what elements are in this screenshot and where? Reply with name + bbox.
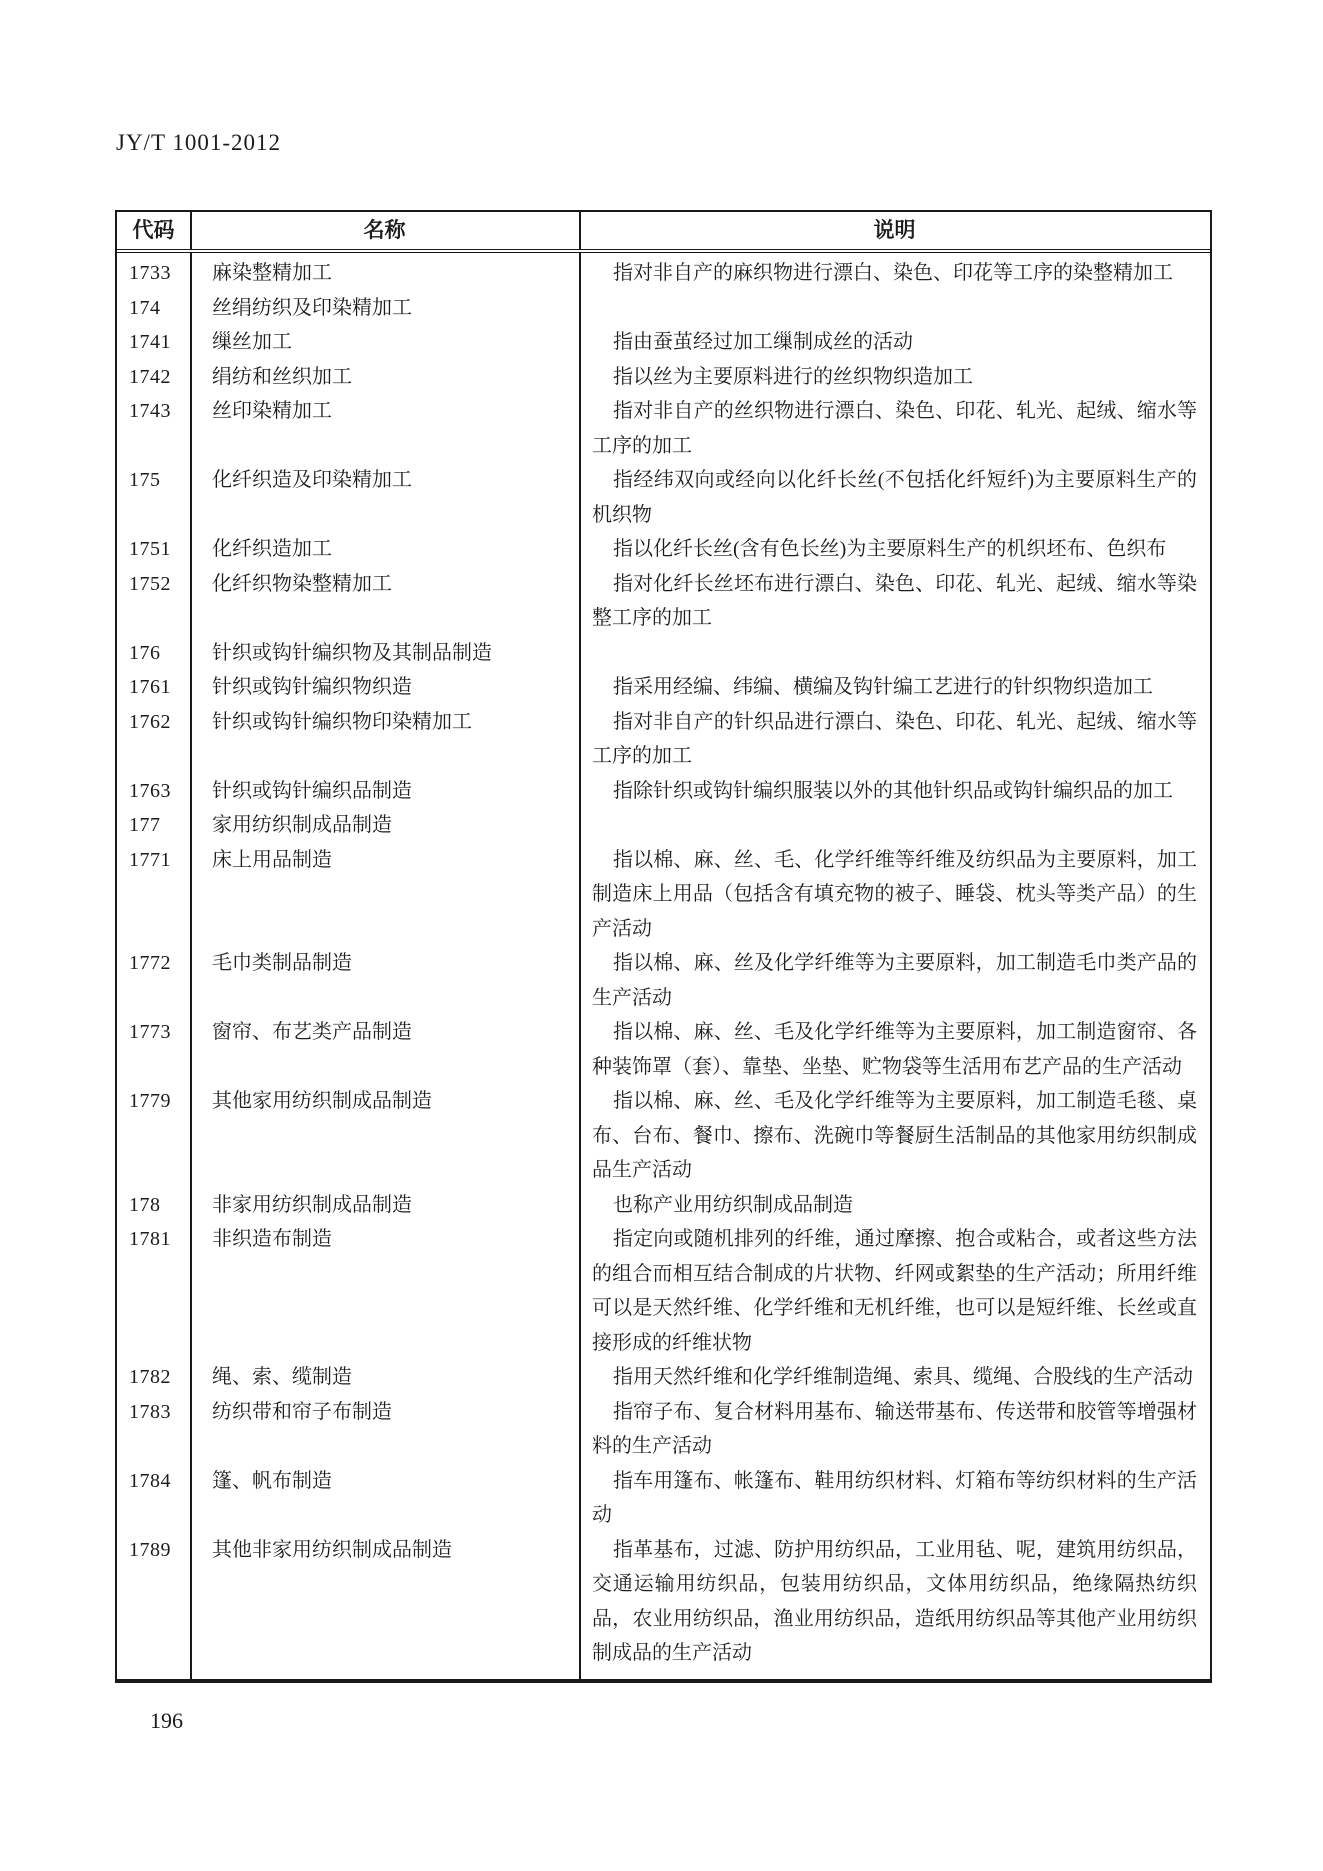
table-cell-description: 指对非自产的丝织物进行漂白、染色、印花、轧光、起绒、缩水等工序的加工 — [592, 400, 1197, 457]
table-cell-code: 177 — [129, 814, 161, 836]
table-header-row — [117, 212, 1210, 253]
table-cell-description: 指以丝为主要原料进行的丝织物织造加工 — [613, 365, 973, 388]
table-cell-description: 指用天然纤维和化学纤维制造绳、索具、缆绳、合股线的生产活动 — [613, 1366, 1193, 1388]
table-cell-description: 指由蚕茧经过加工缫制成丝的活动 — [613, 331, 913, 353]
table-cell-code: 174 — [129, 296, 161, 319]
table-cell-name: 家用纺织制成品制造 — [212, 814, 392, 836]
table-cell-description: 指定向或随机排列的纤维，通过摩擦、抱合或粘合，或者这些方法的组合而相互结合制成的片状物、纤网或絮垫的生产活动；所用纤维可以是天然纤维、化学纤维和无机纤维，也可以是短纤维、长丝或直接形成的纤维状物 — [592, 1228, 1197, 1354]
table-cell-description — [579, 808, 1210, 843]
table-cell-code: 1773 — [129, 1021, 171, 1043]
table-cell-name: 纺织带和帘子布制造 — [212, 1400, 392, 1423]
table-cell-code: 1762 — [129, 710, 171, 733]
column-header-name: 名称 — [363, 218, 406, 242]
table-cell-description: 指以棉、麻、丝及化学纤维等为主要原料，加工制造毛巾类产品的生产活动 — [592, 952, 1197, 1009]
standard-code-heading: JY/T 1001-2012 — [116, 130, 281, 155]
table-cell-name: 化纤织造加工 — [212, 538, 332, 560]
table-cell-code: 1761 — [129, 676, 171, 698]
table-cell-name: 其他家用纺织制成品制造 — [212, 1090, 432, 1112]
table-cell-name: 绢纺和丝织加工 — [212, 365, 352, 388]
table-cell-code: 1741 — [129, 331, 171, 353]
table-cell-code: 1771 — [129, 848, 171, 871]
table-cell-description: 指以棉、麻、丝、毛及化学纤维等为主要原料，加工制造窗帘、各种装饰罩（套）、靠垫、坐垫、贮物袋等生活用布艺产品的生产活动 — [592, 1021, 1197, 1078]
table-cell-code: 178 — [129, 1193, 161, 1216]
table-cell-code: 1772 — [129, 952, 171, 974]
table-cell-code: 176 — [129, 641, 161, 664]
table-cell-name: 非家用纺织制成品制造 — [212, 1193, 412, 1216]
table-cell-name: 丝绢纺织及印染精加工 — [212, 296, 412, 319]
table-cell-description — [579, 636, 1210, 671]
table-cell-code: 1743 — [129, 400, 171, 422]
table-cell-code: 1784 — [129, 1469, 171, 1492]
table-cell-name: 针织或钩针编织物织造 — [212, 676, 412, 698]
table-cell-name: 麻染整精加工 — [212, 262, 332, 284]
table-cell-name: 其他非家用纺织制成品制造 — [212, 1538, 452, 1561]
classification-table — [115, 210, 1212, 1683]
table-cell-code: 1763 — [129, 779, 171, 802]
table-cell-name: 缫丝加工 — [212, 331, 292, 353]
table-cell-name: 针织或钩针编织物印染精加工 — [212, 710, 472, 733]
table-cell-code: 175 — [129, 469, 161, 491]
table-cell-code: 1751 — [129, 538, 171, 560]
table-cell-description: 也称产业用纺织制成品制造 — [613, 1193, 853, 1216]
table-cell-name: 化纤织造及印染精加工 — [212, 469, 412, 491]
table-cell-description: 指对非自产的麻织物进行漂白、染色、印花等工序的染整精加工 — [613, 262, 1173, 284]
page-number: 196 — [150, 1708, 183, 1733]
table-cell-description: 指以棉、麻、丝、毛、化学纤维等纤维及纺织品为主要原料，加工制造床上用品（包括含有填充物的被子、睡袋、枕头等类产品）的生产活动 — [592, 848, 1197, 940]
table-cell-description: 指经纬双向或经向以化纤长丝(不包括化纤短纤)为主要原料生产的机织物 — [592, 469, 1197, 526]
table-cell-description: 指革基布，过滤、防护用纺织品，工业用毡、呢，建筑用纺织品，交通运输用纺织品，包装用纺织品，文体用纺织品，绝缘隔热纺织品，农业用纺织品，渔业用纺织品，造纸用纺织品等其他产业用纺织制成品的生产活动 — [592, 1538, 1197, 1664]
table-body — [117, 253, 1210, 1679]
table-cell-name: 毛巾类制品制造 — [212, 952, 352, 974]
table-cell-description — [579, 291, 1210, 326]
table-cell-code: 1752 — [129, 572, 171, 595]
table-cell-description: 指除针织或钩针编织服装以外的其他针织品或钩针编织品的加工 — [613, 779, 1173, 802]
table-cell-description: 指采用经编、纬编、横编及钩针编工艺进行的针织物织造加工 — [613, 676, 1153, 698]
table-cell-description: 指以化纤长丝(含有色长丝)为主要原料生产的机织坯布、色织布 — [613, 538, 1167, 560]
table-cell-code: 1781 — [129, 1228, 171, 1250]
table-cell-code: 1779 — [129, 1090, 171, 1112]
table-cell-code: 1733 — [129, 262, 171, 284]
table-cell-name: 绳、索、缆制造 — [212, 1366, 352, 1388]
table-cell-name: 化纤织物染整精加工 — [212, 572, 392, 595]
table-cell-code: 1782 — [129, 1366, 171, 1388]
table-cell-description: 指对非自产的针织品进行漂白、染色、印花、轧光、起绒、缩水等工序的加工 — [592, 710, 1197, 767]
table-cell-name: 窗帘、布艺类产品制造 — [212, 1021, 412, 1043]
table-cell-code: 1789 — [129, 1538, 171, 1561]
table-cell-description: 指以棉、麻、丝、毛及化学纤维等为主要原料，加工制造毛毯、桌布、台布、餐巾、擦布、洗碗巾等餐厨生活制品的其他家用纺织制成品生产活动 — [592, 1090, 1197, 1181]
table-cell-code: 1742 — [129, 365, 171, 388]
table-cell-code: 1783 — [129, 1400, 171, 1423]
table-cell-name: 非织造布制造 — [212, 1228, 332, 1250]
table-cell-name: 床上用品制造 — [212, 848, 332, 871]
table-cell-name: 针织或钩针编织物及其制品制造 — [212, 641, 492, 664]
table-cell-description: 指车用篷布、帐篷布、鞋用纺织材料、灯箱布等纺织材料的生产活动 — [592, 1469, 1197, 1526]
table-cell-description: 指对化纤长丝坯布进行漂白、染色、印花、轧光、起绒、缩水等染整工序的加工 — [592, 572, 1197, 629]
table-cell-name: 丝印染精加工 — [212, 400, 332, 422]
table-cell-name: 针织或钩针编织品制造 — [212, 779, 412, 802]
column-header-code: 代码 — [132, 218, 175, 242]
column-header-description: 说明 — [873, 218, 916, 242]
table-cell-description: 指帘子布、复合材料用基布、输送带基布、传送带和胶管等增强材料的生产活动 — [592, 1400, 1197, 1457]
table-cell-name: 篷、帆布制造 — [212, 1469, 332, 1492]
